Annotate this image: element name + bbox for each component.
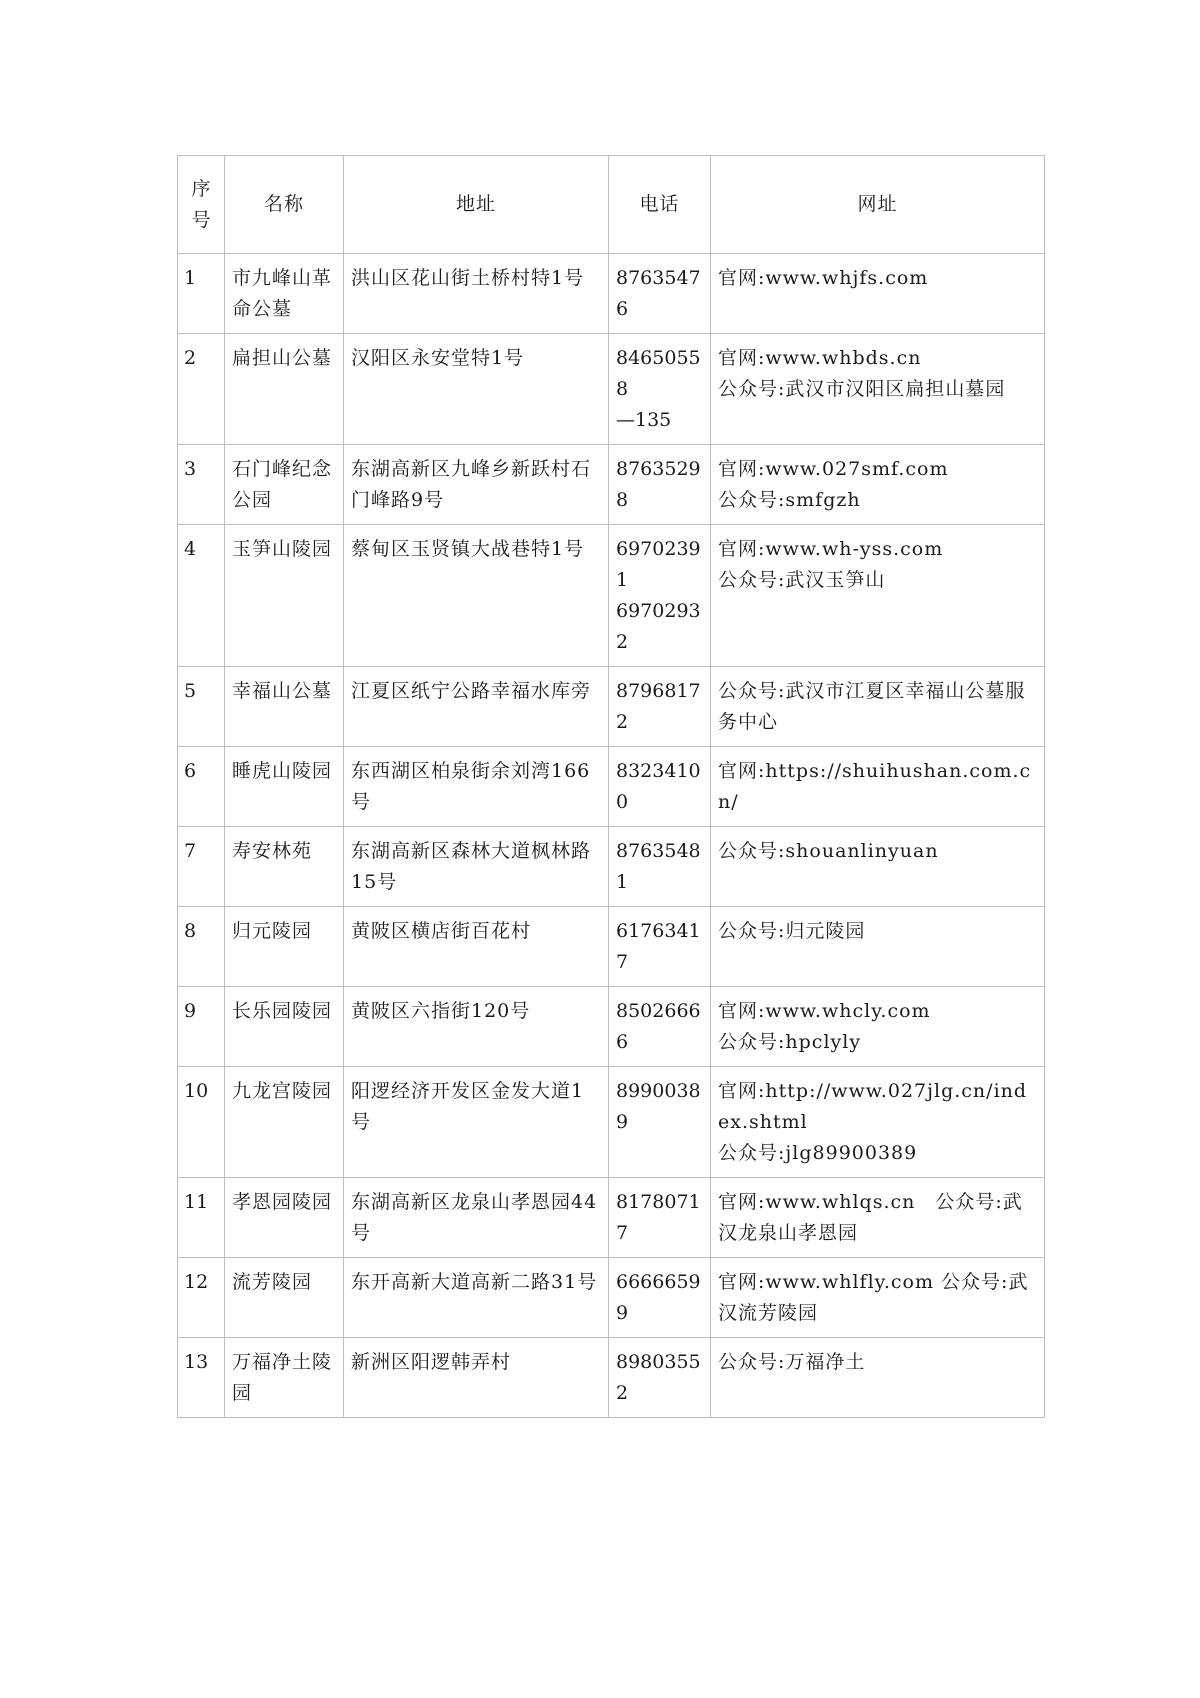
row-number: 8 xyxy=(178,907,225,987)
table-row xyxy=(178,987,1045,1067)
header-no xyxy=(178,156,225,254)
web-line: 官网:www.whlfly.com 公众号:武汉流芳陵园 xyxy=(718,1271,1029,1324)
phone-line: 89803552 xyxy=(616,1351,701,1404)
web-line: 公众号:smfgzh xyxy=(718,489,861,511)
phone-line: 87968172 xyxy=(616,680,701,733)
phone-line: —135 xyxy=(616,409,672,431)
phone-line: 87635298 xyxy=(616,458,701,511)
cemetery-phone xyxy=(609,827,711,907)
web-line: 官网:www.whlqs.cn 公众号:武汉龙泉山孝恩园 xyxy=(718,1191,1023,1244)
table-row xyxy=(178,525,1045,667)
cemetery-address: 东开高新大道高新二路31号 xyxy=(344,1258,609,1338)
table-row xyxy=(178,1067,1045,1178)
header-no-line-1: 序 xyxy=(191,177,211,200)
cemetery-address: 洪山区花山街土桥村特1号 xyxy=(344,254,609,334)
row-number: 11 xyxy=(178,1178,225,1258)
web-line: 公众号:jlg89900389 xyxy=(718,1142,918,1164)
cemetery-address: 黄陂区横店街百花村 xyxy=(344,907,609,987)
cemetery-address: 东西湖区柏泉街余刘湾166号 xyxy=(344,747,609,827)
table-row xyxy=(178,747,1045,827)
web-line: 官网:www.wh-yss.com xyxy=(718,538,944,560)
cemetery-name: 万福净土陵园 xyxy=(225,1338,344,1418)
web-line: 公众号:武汉玉笋山 xyxy=(718,569,886,591)
web-line: 公众号:归元陵园 xyxy=(718,920,866,942)
cemetery-phone xyxy=(609,334,711,445)
cemetery-table xyxy=(177,155,1045,1418)
cemetery-web xyxy=(711,1067,1045,1178)
cemetery-name: 寿安林苑 xyxy=(225,827,344,907)
cemetery-phone xyxy=(609,1067,711,1178)
web-line: 公众号:武汉市汉阳区扁担山墓园 xyxy=(718,378,1006,400)
web-line: 公众号:shouanlinyuan xyxy=(718,840,939,862)
phone-line: 69702391 xyxy=(616,538,701,591)
header-web: 网址 xyxy=(711,156,1045,254)
cemetery-address: 新洲区阳逻韩弄村 xyxy=(344,1338,609,1418)
cemetery-address: 汉阳区永安堂特1号 xyxy=(344,334,609,445)
row-number: 1 xyxy=(178,254,225,334)
cemetery-address: 东湖高新区龙泉山孝恩园44号 xyxy=(344,1178,609,1258)
phone-line: 87635476 xyxy=(616,267,701,320)
row-number: 4 xyxy=(178,525,225,667)
web-line: 官网:www.whjfs.com xyxy=(718,267,929,289)
phone-line: 83234100 xyxy=(616,760,701,813)
phone-line: 89900389 xyxy=(616,1080,701,1133)
row-number: 12 xyxy=(178,1258,225,1338)
cemetery-name: 市九峰山革命公墓 xyxy=(225,254,344,334)
cemetery-web xyxy=(711,525,1045,667)
web-line: 公众号:hpclyly xyxy=(718,1031,862,1053)
cemetery-address: 江夏区纸宁公路幸福水库旁 xyxy=(344,667,609,747)
cemetery-phone xyxy=(609,1178,711,1258)
table-header-row xyxy=(178,156,1045,254)
cemetery-name: 孝恩园陵园 xyxy=(225,1178,344,1258)
cemetery-phone xyxy=(609,667,711,747)
cemetery-web xyxy=(711,1338,1045,1418)
table-row xyxy=(178,334,1045,445)
table-row xyxy=(178,1178,1045,1258)
cemetery-phone xyxy=(609,747,711,827)
row-number: 3 xyxy=(178,445,225,525)
cemetery-web xyxy=(711,254,1045,334)
cemetery-name: 石门峰纪念公园 xyxy=(225,445,344,525)
cemetery-name: 玉笋山陵园 xyxy=(225,525,344,667)
cemetery-address: 阳逻经济开发区金发大道1号 xyxy=(344,1067,609,1178)
cemetery-name: 流芳陵园 xyxy=(225,1258,344,1338)
phone-line: 85026666 xyxy=(616,1000,701,1053)
cemetery-web xyxy=(711,827,1045,907)
web-line: 官网:www.027smf.com xyxy=(718,458,949,480)
header-phone: 电话 xyxy=(609,156,711,254)
cemetery-web xyxy=(711,907,1045,987)
phone-line: 66666599 xyxy=(616,1271,701,1324)
cemetery-name: 睡虎山陵园 xyxy=(225,747,344,827)
cemetery-web xyxy=(711,747,1045,827)
phone-line: 84650558 xyxy=(616,347,701,400)
web-line: 公众号:万福净土 xyxy=(718,1351,866,1373)
cemetery-web xyxy=(711,334,1045,445)
cemetery-address: 东湖高新区九峰乡新跃村石门峰路9号 xyxy=(344,445,609,525)
table-row xyxy=(178,254,1045,334)
cemetery-phone xyxy=(609,987,711,1067)
row-number: 7 xyxy=(178,827,225,907)
row-number: 2 xyxy=(178,334,225,445)
cemetery-address: 蔡甸区玉贤镇大战巷特1号 xyxy=(344,525,609,667)
web-line: 官网:https://shuihushan.com.cn/ xyxy=(718,760,1032,813)
cemetery-web xyxy=(711,445,1045,525)
phone-line: 87635481 xyxy=(616,840,701,893)
row-number: 6 xyxy=(178,747,225,827)
table-row xyxy=(178,827,1045,907)
phone-line: 81780717 xyxy=(616,1191,701,1244)
phone-line: 61763417 xyxy=(616,920,701,973)
table-row xyxy=(178,445,1045,525)
header-address: 地址 xyxy=(344,156,609,254)
web-line: 官网:http://www.027jlg.cn/index.shtml xyxy=(718,1080,1028,1133)
cemetery-name: 长乐园陵园 xyxy=(225,987,344,1067)
cemetery-name: 九龙宫陵园 xyxy=(225,1067,344,1178)
row-number: 10 xyxy=(178,1067,225,1178)
table-row xyxy=(178,1258,1045,1338)
cemetery-web xyxy=(711,1178,1045,1258)
web-line: 公众号:武汉市江夏区幸福山公墓服务中心 xyxy=(718,680,1026,733)
cemetery-web xyxy=(711,1258,1045,1338)
cemetery-name: 扁担山公墓 xyxy=(225,334,344,445)
phone-line: 69702932 xyxy=(616,600,701,653)
cemetery-address: 黄陂区六指街120号 xyxy=(344,987,609,1067)
cemetery-phone xyxy=(609,254,711,334)
table-row xyxy=(178,1338,1045,1418)
cemetery-address: 东湖高新区森林大道枫林路15号 xyxy=(344,827,609,907)
cemetery-phone xyxy=(609,525,711,667)
table-row xyxy=(178,907,1045,987)
table-row xyxy=(178,667,1045,747)
cemetery-phone xyxy=(609,445,711,525)
cemetery-web xyxy=(711,667,1045,747)
header-no-line-2: 号 xyxy=(191,208,211,231)
header-name: 名称 xyxy=(225,156,344,254)
row-number: 5 xyxy=(178,667,225,747)
cemetery-phone xyxy=(609,1258,711,1338)
table-body xyxy=(178,254,1045,1418)
web-line: 官网:www.whbds.cn xyxy=(718,347,922,369)
row-number: 9 xyxy=(178,987,225,1067)
cemetery-web xyxy=(711,987,1045,1067)
cemetery-phone xyxy=(609,1338,711,1418)
cemetery-name: 归元陵园 xyxy=(225,907,344,987)
web-line: 官网:www.whcly.com xyxy=(718,1000,931,1022)
row-number: 13 xyxy=(178,1338,225,1418)
cemetery-name: 幸福山公墓 xyxy=(225,667,344,747)
cemetery-phone xyxy=(609,907,711,987)
